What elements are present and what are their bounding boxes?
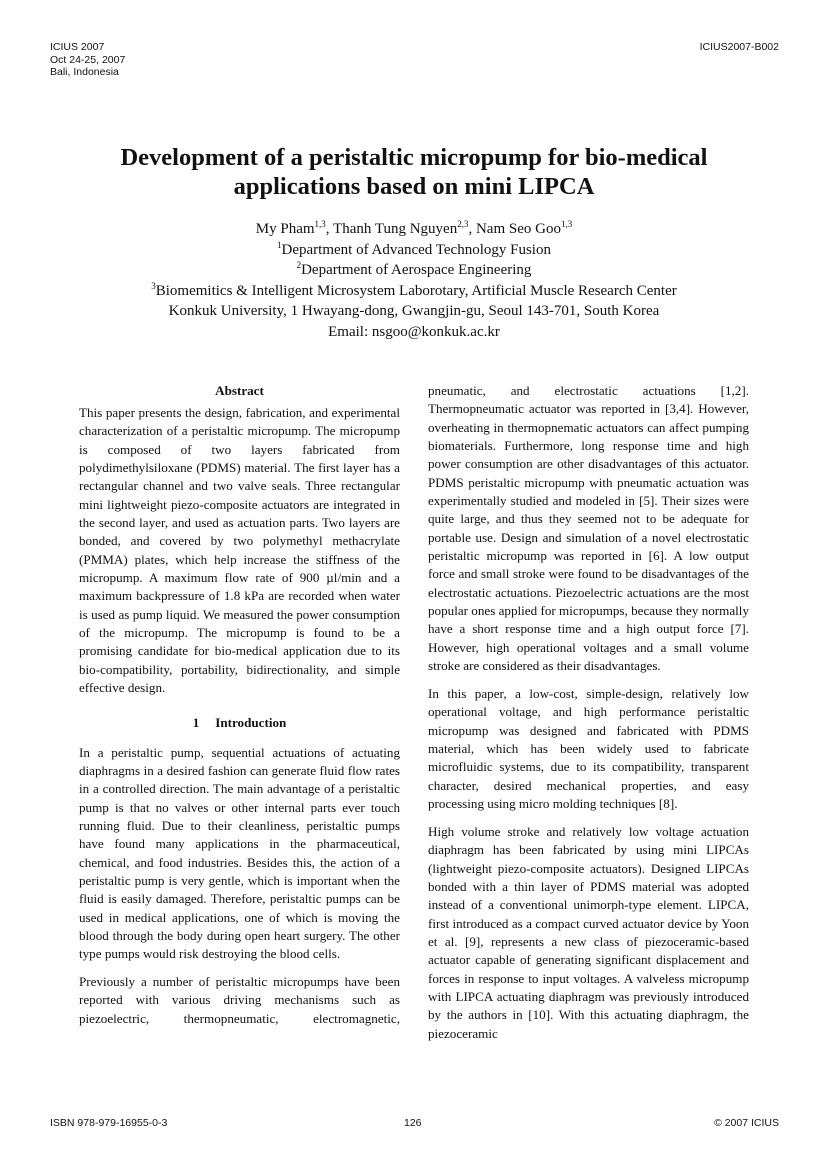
- author-separator: ,: [468, 221, 476, 237]
- conference-date: Oct 24-25, 2007: [50, 53, 126, 66]
- affiliation-1: [60, 240, 768, 261]
- author-affiliation-marker: 1,3: [560, 219, 573, 229]
- author-affiliation-marker: 1,3: [314, 219, 326, 229]
- author-list: [60, 219, 768, 240]
- author-name: Thanh Tung Nguyen: [333, 221, 458, 237]
- affiliation-text: Biomemitics & Intelligent Microsystem Laborotary, Artificial Muscle Research Center: [155, 282, 677, 299]
- paper-title: [60, 143, 768, 201]
- right-column: [428, 382, 749, 1053]
- title-line-2: applications based on mini LIPCA: [233, 173, 595, 200]
- author-name: Nam Seo Goo: [475, 221, 561, 237]
- footer-page-number: 126: [404, 1117, 422, 1129]
- email: Email: nsgoo@konkuk.ac.kr: [328, 323, 500, 340]
- paper-id: ICIUS2007-B002: [699, 41, 779, 53]
- author-name: My Pham: [255, 221, 315, 237]
- intro-paragraph-2-continued: pneumatic, and electrostatic actuations [1,2]. Thermopneumatic actuator was reported in [3,4]. However, overheating in thermopnematic actuators can affect pumping biomaterials. Furthermore, long response time and high power consumption are other disadvantages of this actuator. PDMS peristaltic micropump with pneumatic actuation was experimentally studied and modeled in [5]. Their sizes were quite large, and thus they seemed not to be adequate for portable use. Design and simulation of a novel electrostatic peristaltic micropump was reported in [6]. A low output force and small stroke were found to be disadvantages of the electrostatic actuations. Piezoelectric actuations are the most popular ones applied for micropumps, because they normally have a short response time and a high output force [7]. However, high operational voltages and a small volume stroke are considered as their disadvantages.: [428, 383, 749, 674]
- address: Konkuk University, 1 Hwayang-dong, Gwangjin-gu, Seoul 143-701, South Korea: [168, 303, 660, 319]
- intro-paragraph-3: In this paper, a low-cost, simple-design, relatively low operational voltage, and high performance peristaltic micropump was designed and fabricated with PDMS material, which has been widely used to fabricate microfluidic systems, due to its compatibility, transparent character, desired mechanical properties, and easy processing using micro molding techniques [8].: [428, 686, 749, 812]
- intro-paragraph-4: High volume stroke and relatively low voltage actuation diaphragm has been fabricated by using mini LIPCAs (lightweight piezo-composite actuators). Designed LIPCAs bonded with a thin layer of PDMS material was adopted instead of a conventional unimorph-type element. LIPCA, first introduced as a compact curved actuator device by Yoon et al. [9], represents a new class of piezoceramic-based actuator capable of generating significant displacement and forces in response to input voltages. A valveless micropump with LIPCA actuating diaphragm was previously introduced by the authors in [10]. With this actuating diaphragm, the piezoceramic: [428, 823, 749, 1041]
- conference-header: [50, 41, 125, 79]
- affiliation-marker: 3: [151, 280, 156, 291]
- abstract-text: This paper presents the design, fabrication, and experimental characterization of a peristaltic micropump. The micropump is composed of two layers fabricated from polydimethylsiloxane (PDMS) material. The first layer has a rectangular channel and two valve seals. Three rectangular mini lightweight piezo-composite actuators are integrated in the second layer, and used as actuation parts. Two layers are bonded, and covered by two polymethyl methacrylate (PMMA) plates, which help increase the stiffness of the micropump. A maximum flow rate of 900 µl/min and a maximum backpressure of 1.8 kPa are recorded when water is used as pump liquid. We measured the power consumption of the micropump. The micropump is found to be a promising candidate for bio-medical application due to its bio-compatibility, portability, bidirectionality, and simple effective design.: [79, 405, 400, 696]
- author-block: [60, 219, 768, 342]
- affiliation-text: Department of Aerospace Engineering: [301, 262, 532, 278]
- conference-location: Bali, Indonesia: [50, 66, 119, 78]
- abstract-heading: Abstract: [215, 383, 264, 398]
- title-line-1: Development of a peristaltic micropump for bio-medical: [120, 144, 708, 171]
- affiliation-text: Department of Advanced Technology Fusion: [281, 241, 551, 258]
- left-column: [79, 382, 400, 1038]
- affiliation-3: [60, 281, 768, 302]
- section-title: Introduction: [215, 714, 287, 730]
- affiliation-2: [60, 260, 768, 281]
- section-heading-introduction: [79, 714, 400, 732]
- intro-paragraph-1: In a peristaltic pump, sequential actuations of actuating diaphragms in a desired fashion can generate fluid flow rates in a controlled direction. The main advantage of a peristaltic pump is that no valves or other internal parts ever touch running fluid. Due to their cleanliness, peristaltic pumps have found many applications in the pharmaceutical, chemical, and food industries. Besides this, the action of a peristaltic pump is very gentle, which is important when the fluid is easily damaged. Therefore, peristaltic pumps can be used in medical applications, one of which is moving the blood through the body during open heart surgery. The other type pumps would risk destroying the blood cells.: [79, 744, 400, 962]
- conference-name: ICIUS 2007: [50, 41, 105, 53]
- affiliation-marker: 1: [277, 239, 282, 250]
- footer-copyright: © 2007 ICIUS: [714, 1117, 779, 1129]
- section-number: 1: [192, 714, 200, 730]
- author-separator: ,: [325, 221, 334, 237]
- affiliation-marker: 2: [296, 260, 302, 270]
- footer-isbn: ISBN 978-979-16955-0-3: [50, 1117, 168, 1129]
- intro-paragraph-2: Previously a number of peristaltic micropumps have been reported with various driving mechanisms such as piezoelectric, thermopneumatic, electromagnetic,: [79, 974, 400, 1026]
- author-affiliation-marker: 2,3: [457, 219, 469, 229]
